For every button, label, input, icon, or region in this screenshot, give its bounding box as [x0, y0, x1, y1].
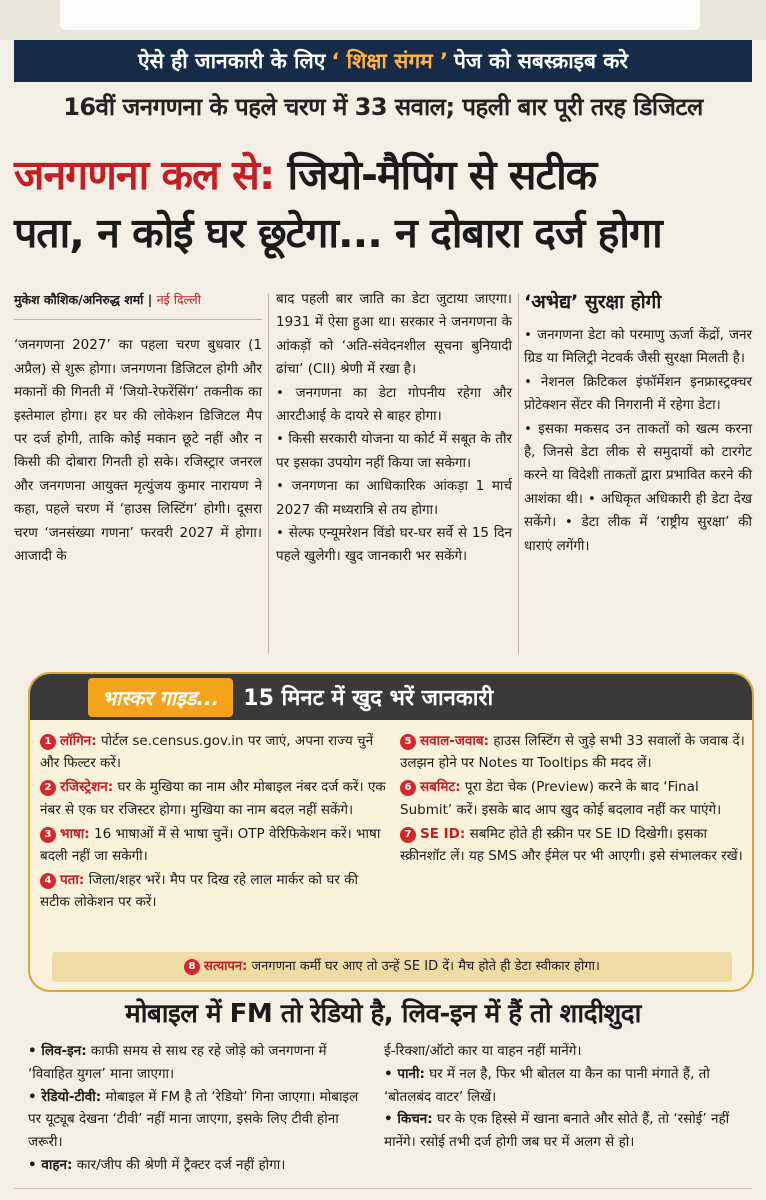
- step-text: पोर्टल se.census.gov.in पर जाएं, अपना राज्य चुनें और फिल्टर करें।: [40, 733, 374, 772]
- column-2: [276, 288, 512, 569]
- step-number-icon: 2: [40, 780, 56, 796]
- bhaskar-guide-box: [28, 672, 754, 992]
- bottom-item-text: कार/जीप की श्रेणी में ट्रैक्टर दर्ज नहीं होगा।: [76, 1156, 286, 1173]
- headline-line-1: [14, 146, 752, 204]
- step-number-icon: 1: [40, 734, 56, 750]
- guide-step: [40, 823, 390, 867]
- column-3-para: • इसका मकसद उन ताकतों को खत्म करना है, जिनसे डेटा लीक से समुदायों को टारगेट करने या विदेशी ताकतों द्वारा प्रभावित करने की आशंका थी। • अधिकृत अधिकारी ही डेटा देख सकेंगे। • डेटा लीक में ‘राष्ट्रीय सुरक्षा’ की धाराएं लगेंगी।: [524, 420, 752, 554]
- step-number-icon: 5: [400, 734, 416, 750]
- bottom-item-label: • पानी:: [384, 1065, 425, 1082]
- column-2-para: • किसी सरकारी योजना या कोर्ट में सबूत के तौर पर इसका उपयोग नहीं किया जा सकेगा।: [276, 431, 512, 471]
- subheadline: 16वीं जनगणना के पहले चरण में 33 सवाल; पहली बार पूरी तरह डिजिटल: [63, 93, 703, 121]
- step-label: लॉगिन:: [60, 733, 97, 749]
- guide-title: 15 मिनट में खुद भरें जानकारी: [243, 686, 494, 711]
- column-divider: [518, 294, 519, 654]
- guide-brand: भास्कर गाइड...: [88, 678, 233, 717]
- bottom-item: [28, 1040, 368, 1086]
- bottom-item-label: • लिव-इन:: [28, 1043, 87, 1059]
- headline-red: जनगणना कल से:: [14, 151, 275, 199]
- step-text: हाउस लिस्टिंग से जुड़े सभी 33 सवालों के जवाब दें। उलझन होने पर Notes या Tooltips की मदद लें।: [400, 733, 745, 772]
- guide-right-column: [400, 730, 746, 869]
- step-text: जिला/शहर भरें। मैप पर दिख रहे लाल मार्कर को घर की सटीक लोकेशन पर करें।: [40, 872, 359, 911]
- column-2-para: बाद पहली बार जाति का डेटा जुटाया जाएगा। 1931 में ऐसा हुआ था। सरकार ने जनगणना के आंकड़ों को ‘अति-संवेदनशील सूचना बुनियादी ढांचा’ (CII) श्रेणी में रखा है।: [276, 291, 512, 378]
- guide-header: [30, 674, 752, 720]
- step-number-icon: 7: [400, 827, 416, 843]
- column-1-text: ‘जनगणना 2027’ का पहला चरण बुधवार (1 अप्रैल) से शुरू होगा। जनगणना डिजिटल होगी और मकानों की गिनती में ‘जियो-रेफरेंसिंग’ तकनीक का इस्तेमाल होगा। हर घर की लोकेशन डिजिटल मैप पर दर्ज होगी, ताकि कोई मकान छूटे नहीं और न किसी की दोबारा गिनती हो सके। रजिस्ट्रार जनरल और जनगणना आयुक्त मृत्युंजय कुमार नारायण ने कहा, पहले चरण में ‘हाउस लिस्टिंग’ होगी। दूसरा चरण ‘जनसंख्या गणना’ फरवरी 2027 में होगा। आजादी के: [14, 337, 262, 565]
- bottom-item: [384, 1040, 748, 1063]
- guide-step: [40, 730, 390, 774]
- step-text: 16 भाषाओं में से भाषा चुनें। OTP वेरिफिकेशन करें। भाषा बदली नहीं जा सकेगी।: [40, 825, 381, 865]
- bottom-item: [384, 1063, 748, 1109]
- step-number-icon: 6: [400, 780, 416, 796]
- bottom-item-label: • किचन:: [384, 1111, 433, 1128]
- top-card: [60, 0, 700, 30]
- bottom-item-text: मोबाइल में FM है तो ‘रेडियो’ गिना जाएगा। मोबाइल पर यूट्यूब देखना ‘टीवी’ नहीं माना जाएगा, इसके लिए टीवी होना जरूरी।: [28, 1088, 359, 1151]
- bottom-right-column: [384, 1040, 748, 1154]
- bottom-item-text: घर के एक हिस्से में खाना बनाते और सोते हैं, तो ‘रसोई’ नहीं मानेंगे। रसोई तभी दर्ज होगी जब घर में अलग से हो।: [384, 1111, 730, 1151]
- bottom-left-column: [28, 1040, 368, 1177]
- column-divider: [268, 294, 269, 654]
- column-3-para: • जनगणना डेटा को परमाणु ऊर्जा केंद्रों, जनर ग्रिड या मिलिट्री नेटवर्क जैसी सुरक्षा मिलती है।: [524, 327, 752, 367]
- byline: मुकेश कौशिक/अनिरुद्ध शर्मा | नई दिल्ली: [14, 288, 262, 320]
- byline-authors: मुकेश कौशिक/अनिरुद्ध शर्मा: [14, 292, 144, 307]
- guide-step: [400, 730, 746, 774]
- column-3: [524, 288, 752, 558]
- mobile-fm-headline: मोबाइल में FM तो रेडियो है, लिव-इन में हैं तो शादीशुदा: [125, 999, 641, 1029]
- banner-before: ऐसे ही जानकारी के लिए: [138, 49, 326, 73]
- step-label: SE ID:: [420, 825, 466, 842]
- bottom-item: [28, 1086, 368, 1154]
- step-label: पता:: [60, 872, 85, 889]
- step-number-icon: 3: [40, 827, 56, 843]
- top-strip: [0, 0, 766, 40]
- byline-location: नई दिल्ली: [156, 292, 201, 307]
- headline-line-2: पता, न कोई घर छूटेगा... न दोबारा दर्ज होगा: [14, 209, 662, 257]
- security-title: ‘अभेद्य’ सुरक्षा होगी: [524, 291, 662, 313]
- column-1: [14, 288, 262, 568]
- step-text: पूरा डेटा चेक (Preview) करने के बाद ‘Final Submit’ करें। इसके बाद आप खुद कोई बदलाव नहीं कर पाएंगे।: [400, 779, 722, 818]
- banner-highlight: ‘ शिक्षा संगम ’: [331, 49, 449, 73]
- step-number-icon: 8: [184, 959, 200, 975]
- subscribe-banner: [14, 40, 752, 82]
- bottom-item-label: • रेडियो-टीवी:: [28, 1088, 102, 1105]
- article-columns: [14, 288, 752, 668]
- verify-text: जनगणना कर्मी घर आए तो उन्हें SE ID दें। मैच होते ही डेटा स्वीकार होगा।: [251, 959, 600, 974]
- step-label: सबमिट:: [420, 779, 461, 796]
- guide-left-column: [40, 730, 390, 916]
- step-number-icon: 4: [40, 873, 56, 889]
- guide-step: [40, 776, 390, 820]
- bottom-item: [28, 1154, 368, 1177]
- step-text: घर के मुखिया का नाम और मोबाइल नंबर दर्ज करें। एक नंबर से एक घर रजिस्टर होगा। मुखिया का नाम बदल नहीं सकेंगे।: [40, 779, 386, 818]
- headline: [14, 146, 752, 262]
- verify-label: सत्यापन:: [204, 959, 248, 974]
- column-3-para: • नेशनल क्रिटिकल इंफॉर्मेशन इनफ्रास्ट्रक्चर प्रोटेक्शन सेंटर की निगरानी में रहेगा डेटा।: [524, 373, 752, 414]
- banner-after: पेज को सबस्क्राइब करे: [454, 49, 628, 73]
- bottom-item: [384, 1108, 748, 1154]
- bottom-item-text: काफी समय से साथ रह रहे जोड़े को जनगणना में ‘विवाहित युगल’ माना जाएगा।: [28, 1043, 327, 1082]
- page-bottom-rule: [14, 1188, 752, 1189]
- verification-strip: [52, 952, 732, 982]
- step-label: भाषा:: [60, 825, 90, 842]
- column-2-para: • जनगणना का आधिकारिक आंकड़ा 1 मार्च 2027 की मध्यरात्रि से तय होगा।: [276, 478, 512, 518]
- step-text: सबमिट होते ही स्क्रीन पर SE ID दिखेगी। इसका स्क्रीनशॉट लें। यह SMS और ईमेल पर भी आएगी। इसे संभालकर रखें।: [400, 825, 743, 865]
- headline-line1-rest: जियो-मैपिंग से सटीक: [287, 151, 597, 199]
- step-label: रजिस्ट्रेशन:: [60, 779, 114, 796]
- guide-step: [400, 823, 746, 867]
- guide-step: [40, 869, 390, 913]
- column-2-para: • सेल्फ एन्यूमरेशन विंडो घर-घर सर्वे से 15 दिन पहले खुलेगी। खुद जानकारी भर सकेंगे।: [276, 525, 512, 565]
- step-label: सवाल-जवाब:: [420, 733, 490, 749]
- guide-step: [400, 776, 746, 820]
- column-2-para: • जनगणना का डेटा गोपनीय रहेगा और आरटीआई के दायरे से बाहर होगा।: [276, 384, 512, 425]
- bottom-item-text: घर में नल है, फिर भी बोतल या कैन का पानी मंगाते हैं, तो ‘बोतलबंद वाटर’ लिखें।: [384, 1065, 710, 1105]
- bottom-item-label: • वाहन:: [28, 1156, 73, 1173]
- bottom-item-text: ई-रिक्शा/ऑटो कार या वाहन नहीं मानेंगे।: [384, 1043, 582, 1059]
